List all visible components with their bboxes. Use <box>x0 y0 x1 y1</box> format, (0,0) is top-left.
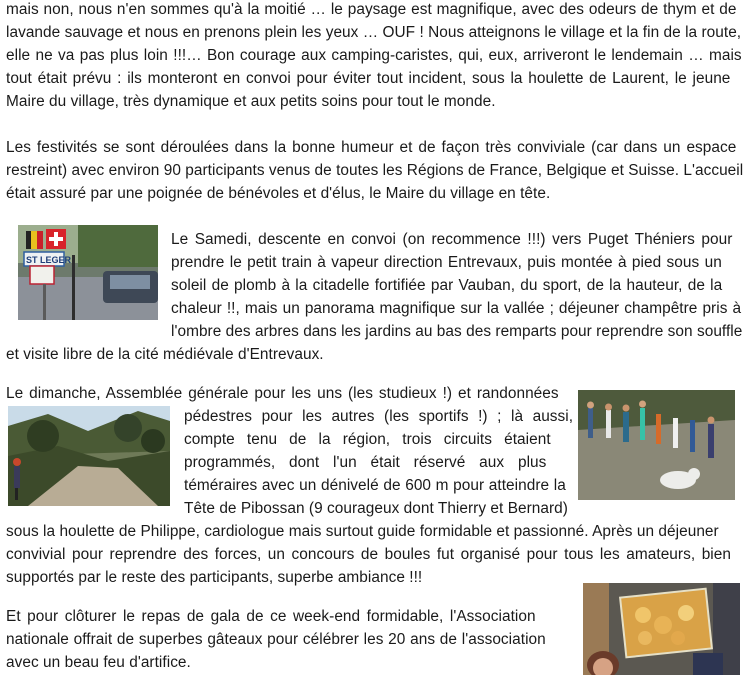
paragraph-4-line-8: convivial pour reprendre des forces, un concours de boules fut organisé pour tous les amateurs, bien <box>6 546 731 563</box>
paragraph-4-line-7: sous la houlette de Philippe, cardiologue mais surtout guide formidable et passionné. Après un déjeuner <box>6 523 719 540</box>
paragraph-4-line-5: téméraires avec un dénivelé de 600 m pour atteindre la <box>184 477 566 494</box>
paragraph-1-line-3: elle ne va pas plus loin !!!… Bon courage aux camping-caristes, qui, eux, arriveront le lendemain … mais <box>6 47 742 64</box>
paragraph-4-line-6: Tête de Pibossan (9 courageux dont Thierry et Bernard) <box>184 500 568 517</box>
paragraph-5-line-2: nationale offrait de superbes gâteaux pour célébrer les 20 ans de l'association <box>6 631 546 648</box>
paragraph-4-line-2: pédestres pour les autres (les sportifs !) ; là aussi, <box>184 408 574 425</box>
paragraph-5-line-3: avec un beau feu d'artifice. <box>6 654 191 671</box>
paragraph-2-line-1: Les festivités se sont déroulées dans la bonne humeur et de façon très conviviale (car dans un espace <box>6 139 737 156</box>
paragraph-3-line-4: chaleur !!, mais un panorama magnifique sur la vallée ; déjeuner champêtre pris à <box>171 300 742 317</box>
paragraph-4-line-1: Le dimanche, Assemblée générale pour les uns (les studieux !) et randonnées <box>6 385 559 402</box>
paragraph-5-line-1: Et pour clôturer le repas de gala de ce week-end formidable, l'Association <box>6 608 536 625</box>
paragraph-1-line-2: lavande sauvage et nous en prenons plein les yeux … OUF ! Nous atteignons le village et la fin de la route, <box>6 24 742 41</box>
paragraph-1-line-4: tout était prévu : ils monteront en convoi pour éviter tout incident, sous la houlette de Laurent, le jeune <box>6 70 731 87</box>
paragraph-3-line-3: soleil de plomb à la citadelle fortifiée par Vauban, du sport, de la hauteur, de la <box>171 277 723 294</box>
paragraph-4-line-9: supportés par le reste des participants, superbe ambiance !!! <box>6 569 423 586</box>
sign-text: ST LEGER <box>26 255 72 265</box>
paragraph-2-line-2: restreint) avec environ 90 participants venus de toutes les Régions de France, Belgique et Suisse. L'accueil <box>6 162 744 179</box>
paragraph-3-line-2: prendre le petit train à vapeur direction Entrevaux, puis montée à pied sous un <box>171 254 722 271</box>
paragraph-1-line-1: mais non, nous n'en sommes qu'à la moitié … le paysage est magnifique, avec des odeurs de thym et de <box>6 1 737 18</box>
paragraph-3-line-5: l'ombre des arbres dans les jardins au bas des remparts pour reprendre son souffle <box>171 323 743 340</box>
paragraph-4-line-3: compte tenu de la région, trois circuits étaient <box>184 431 551 448</box>
paragraph-3-line-6: et visite libre de la cité médiévale d'Entrevaux. <box>6 346 324 363</box>
paragraph-2-line-3: était assuré par une poignée de bénévoles et d'élus, le Maire du village en tête. <box>6 185 551 202</box>
hikers-group-photo <box>578 390 735 500</box>
anniversary-cake-photo <box>583 583 740 675</box>
paragraph-4-line-4: programmés, dont l'un était réservé aux plus <box>184 454 547 471</box>
mountain-trail-photo <box>8 406 170 506</box>
paragraph-1-line-5: Maire du village, très dynamique et aux petits soins pour tout le monde. <box>6 93 496 110</box>
paragraph-3-line-1: Le Samedi, descente en convoi (on recommence !!!) vers Puget Théniers pour <box>171 231 733 248</box>
village-sign-photo <box>18 225 158 320</box>
